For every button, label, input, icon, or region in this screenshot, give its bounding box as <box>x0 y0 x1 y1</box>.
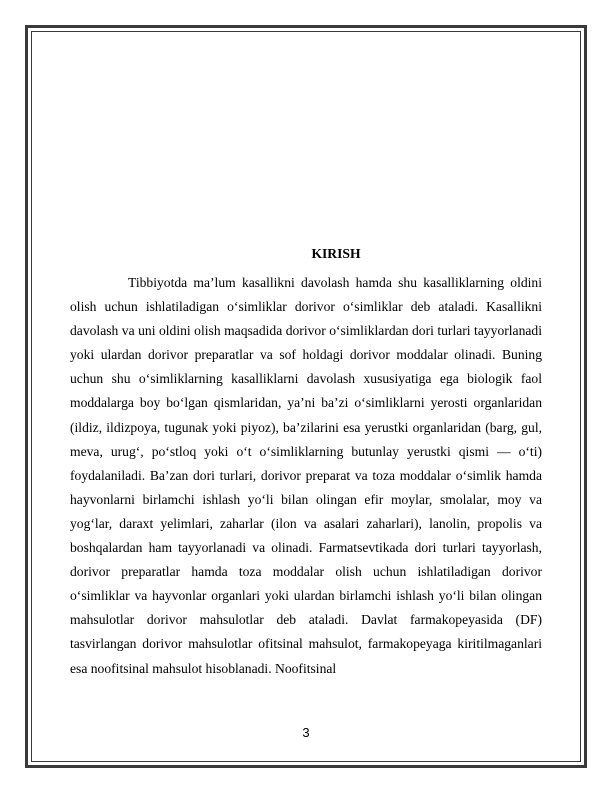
section-heading: KIRISH <box>311 246 361 261</box>
body-paragraph: Tibbiyotda ma’lum kasallikni davolash hamda shu kasalliklarning oldini olish uchun ishlatiladigan o‘simliklar dorivor o‘simliklar deb ataladi. Kasallikni davolash va uni oldini olish maqsadida dorivor o‘simliklardan dori turlari tayyorlanadi yoki ulardan dorivor preparatlar va sof holdagi dorivor moddalar olinadi. Buning uchun shu o‘simliklarning kasalliklarni davolash xususiyatiga ega biologik faol moddalarga boy bo‘lgan qismlaridan, ya’ni ba’zi o‘simliklarni yerosti organlaridan (ildiz, ildizpoya, tugunak yoki piyoz), ba’zilarini esa yerustki organlaridan (barg, gul, meva, urug‘, po‘stloq yoki o‘t o‘simliklarning butunlay yerustki qismi — o‘ti) foydalaniladi. Ba’zan dori turlari, dorivor preparat va toza moddalar o‘simlik hamda hayvonlarni birlamchi ishlash yo‘li bilan olingan efir moylar, smolalar, moy va yog‘lar, daraxt yelimlari, zaharlar (ilon va asalari zaharlari), lanolin, propolis va boshqalardan ham tayyorlanadi va olinadi. Farmatsevtikada dori turlari tayyorlash, dorivor preparatlar hamda toza moddalar olish uchun ishlatiladigan dorivor o‘simliklar va hayvonlar organlari yoki ulardan birlamchi ishlash yo‘li bilan olingan mahsulotlar dorivor mahsulotlar deb ataladi. Davlat farmakopeyasida (DF) tasvirlangan dorivor mahsulotlar ofitsinal mahsulot, farmakopeyaga kiritilmaganlari esa noofitsinal mahsulot hisoblanadi. Noofitsinal <box>70 275 542 676</box>
page-number: 3 <box>302 725 310 740</box>
page-content <box>70 244 542 681</box>
